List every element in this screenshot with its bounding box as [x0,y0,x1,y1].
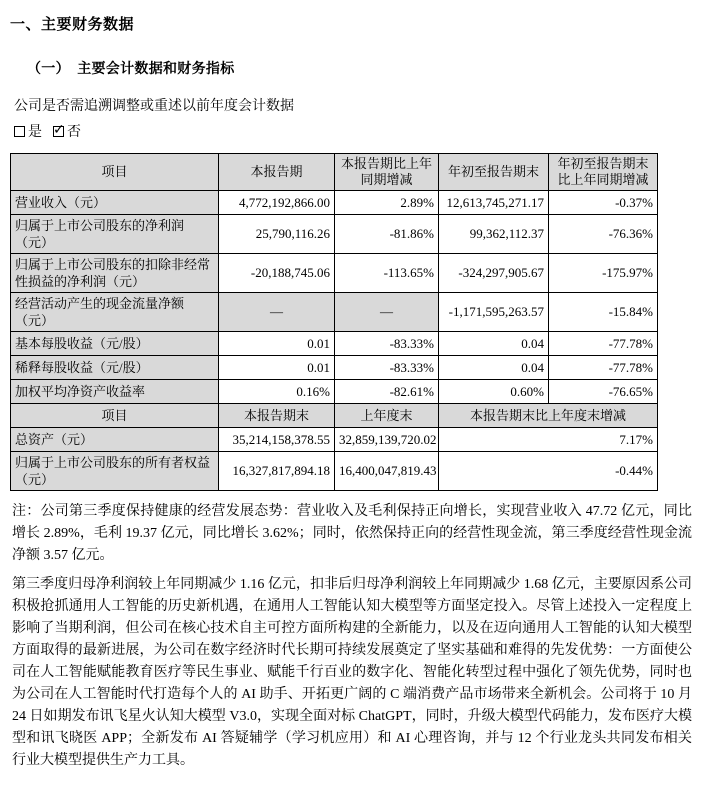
column-header-ytd-yoy-change: 年初至报告期末比上年同期增减 [549,154,658,191]
value-cell: -175.97% [549,254,658,293]
metric-label: 归属于上市公司股东的扣除非经常性损益的净利润（元） [11,254,219,293]
column-header-period-yoy-change: 本报告期比上年同期增减 [335,154,439,191]
value-cell: -1,171,595,263.57 [439,293,549,332]
financial-indicators-table [10,153,658,491]
checkbox-no-label: 否 [67,125,81,140]
table-row-diluted-eps [11,356,658,380]
value-cell: 0.60% [439,380,549,404]
value-cell: 35,214,158,378.55 [219,428,335,452]
column-header-current-period: 本报告期 [219,154,335,191]
table-row-net-profit [11,215,658,254]
value-cell: -81.86% [335,215,439,254]
checkbox-checked-icon [53,126,64,137]
value-cell: -83.33% [335,332,439,356]
value-cell: -0.37% [549,191,658,215]
table-row-basic-eps [11,332,658,356]
value-cell: 0.01 [219,332,335,356]
value-cell: 0.04 [439,356,549,380]
value-cell: -324,297,905.67 [439,254,549,293]
value-cell: -77.78% [549,356,658,380]
value-cell: -77.78% [549,332,658,356]
subsection-title: （一） 主要会计数据和财务指标 [27,62,235,77]
value-cell: 99,362,112.37 [439,215,549,254]
column-header-period-end-change: 本报告期末比上年度末增减 [439,404,658,428]
metric-label: 稀释每股收益（元/股） [11,356,219,380]
value-cell: -20,188,745.06 [219,254,335,293]
checkbox-row [14,121,692,141]
value-cell: 16,400,047,819.43 [335,452,439,491]
value-cell: -76.36% [549,215,658,254]
checkbox-yes [14,121,42,141]
value-cell: 16,327,817,894.18 [219,452,335,491]
column-header-prior-year-end: 上年度末 [335,404,439,428]
column-header-period-end: 本报告期末 [219,404,335,428]
value-cell: 32,859,139,720.02 [335,428,439,452]
value-cell: 4,772,192,866.00 [219,191,335,215]
checkbox-yes-label: 是 [28,125,42,140]
value-cell: -83.33% [335,356,439,380]
column-header-item: 项目 [11,404,219,428]
value-cell: 25,790,116.26 [219,215,335,254]
value-cell: 0.04 [439,332,549,356]
section-title: 一、主要财务数据 [10,17,135,33]
metric-label: 归属于上市公司股东的所有者权益（元） [11,452,219,491]
metric-label: 经营活动产生的现金流量净额（元） [11,293,219,332]
metric-label: 加权平均净资产收益率 [11,380,219,404]
column-header-ytd: 年初至报告期末 [439,154,549,191]
value-cell: -113.65% [335,254,439,293]
checkbox-unchecked-icon [14,126,25,137]
table-row-operating-cash-flow [11,293,658,332]
value-cell: 0.16% [219,380,335,404]
value-cell: 0.01 [219,356,335,380]
table-row-revenue [11,191,658,215]
value-cell: 12,613,745,271.17 [439,191,549,215]
table-row-shareholders-equity [11,452,658,491]
note-paragraph: 注：公司第三季度保持健康的经营发展态势：营业收入及毛利保持正向增长，实现营业收入 47.72 亿元，同比增长 2.89%，毛利 19.37 亿元，同比增长 3.62%；同时，依然保持正向的经营性现金流，第三季度经营性现金流净额 3.57 亿元。 [12,504,692,563]
checkbox-no [53,121,81,141]
table-row-total-assets [11,428,658,452]
metric-label: 营业收入（元） [11,191,219,215]
value-cell: -76.65% [549,380,658,404]
metric-label: 归属于上市公司股东的净利润（元） [11,215,219,254]
metric-label: 基本每股收益（元/股） [11,332,219,356]
value-cell-dash: — [219,293,335,332]
table-header-row-period [11,154,658,191]
value-cell: -82.61% [335,380,439,404]
table-row-deducted-net-profit [11,254,658,293]
value-cell-dash: — [335,293,439,332]
value-cell: 2.89% [335,191,439,215]
restatement-question: 公司是否需追溯调整或重述以前年度会计数据 [14,99,294,114]
value-cell: -15.84% [549,293,658,332]
commentary-paragraph: 第三季度归母净利润较上年同期减少 1.16 亿元，扣非后归母净利润较上年同期减少 1.68 亿元，主要原因系公司积极抢抓通用人工智能的历史新机遇，在通用人工智能认知大模型等方面坚定投入。尽管上述投入一定程度上影响了当期利润，但公司在核心技术自主可控方面所构建的全新能力，以及在迈向通用人工智能的认知大模型方面取得的最新进展，为公司在数字经济时代长期可持续发展奠定了坚实基础和难得的先发优势：一方面使公司在人工智能赋能教育医疗等民生事业、赋能千行百业的数字化、智能化转型过程中强化了领先优势，同时也为公司在人工智能时代打造每个人的 AI 助手、开拓更广阔的 C 端消费产品市场带来全新机会。公司将于 10 月 24 日如期发布讯飞星火认知大模型 V3.0，实现全面对标 ChatGPT，同时，升级大模型代码能力，发布医疗大模型和讯飞晓医 APP；全新发布 AI 答疑辅学（学习机应用）和 AI 心理咨询，并与 12 个行业龙头共同发布相关行业大模型提供生产力工具。 [12,577,692,768]
value-cell: 7.17% [439,428,658,452]
table-header-row-period-end [11,404,658,428]
value-cell: -0.44% [439,452,658,491]
column-header-item: 项目 [11,154,219,191]
table-row-weighted-roe [11,380,658,404]
metric-label: 总资产（元） [11,428,219,452]
